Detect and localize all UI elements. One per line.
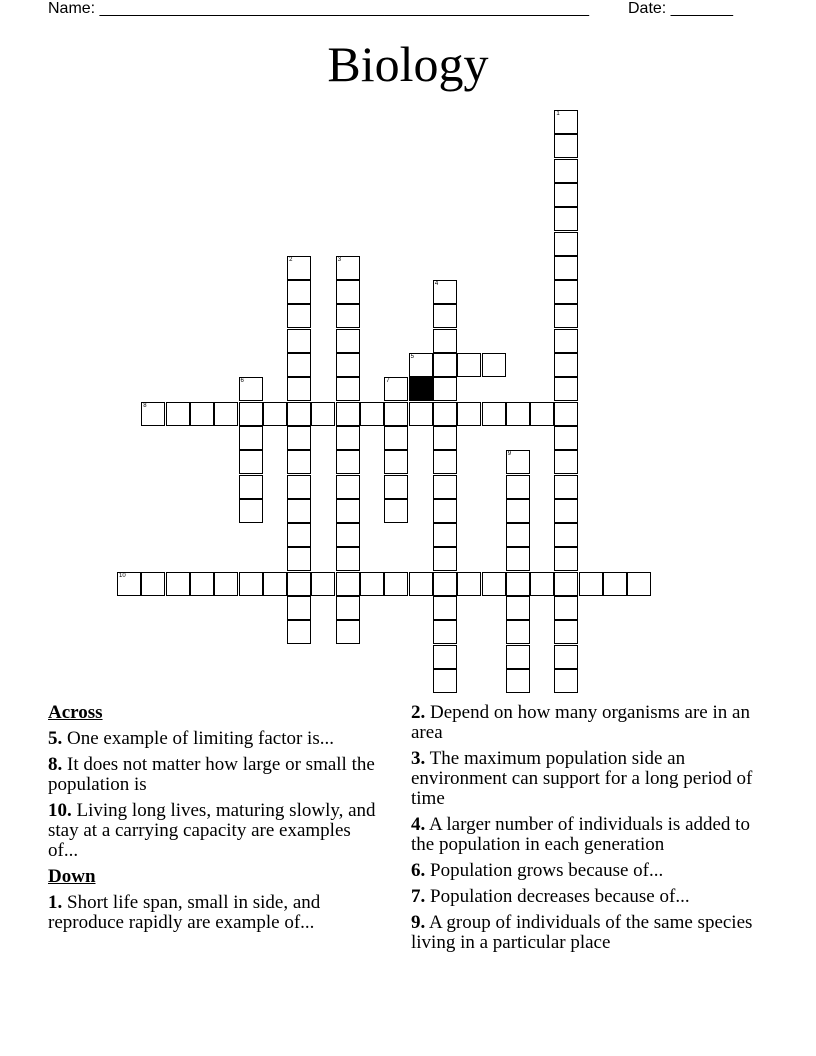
clue-down-7 <box>411 887 776 907</box>
grid-cell[interactable] <box>554 280 578 304</box>
clue-down-4 <box>411 815 776 855</box>
grid-cell[interactable] <box>554 523 578 547</box>
grid-cell[interactable] <box>433 669 457 693</box>
clue-across-10 <box>48 801 383 861</box>
grid-cell[interactable] <box>287 280 311 304</box>
clue-text: One example of limiting factor is... <box>67 728 334 749</box>
clue-number-label: 2 <box>289 256 293 263</box>
grid-cell[interactable] <box>336 596 360 620</box>
grid-cell[interactable] <box>287 547 311 571</box>
clue-number: 2. <box>411 702 426 723</box>
grid-cell[interactable] <box>554 669 578 693</box>
grid-cell[interactable] <box>457 402 481 426</box>
date-field[interactable]: Date: _______ <box>628 0 733 17</box>
grid-cell[interactable] <box>287 353 311 377</box>
grid-cell[interactable] <box>287 475 311 499</box>
clue-text: Population grows because of... <box>430 860 664 881</box>
grid-cell[interactable] <box>287 523 311 547</box>
grid-cell[interactable] <box>214 402 238 426</box>
clue-text: A larger number of individuals is added to the population in each generation <box>411 814 750 855</box>
grid-cell[interactable] <box>433 596 457 620</box>
grid-cell[interactable] <box>336 377 360 401</box>
black-square <box>409 377 433 401</box>
clue-number: 9. <box>411 912 426 933</box>
clue-number-label: 4 <box>434 281 439 288</box>
grid-cell[interactable] <box>141 572 165 596</box>
grid-cell[interactable] <box>336 402 360 426</box>
grid-cell[interactable] <box>530 402 554 426</box>
grid-cell[interactable] <box>433 377 457 401</box>
grid-cell[interactable] <box>554 159 578 183</box>
grid-cell[interactable] <box>117 572 141 596</box>
grid-cell[interactable] <box>433 620 457 644</box>
grid-cell[interactable] <box>482 402 506 426</box>
clue-text: Living long lives, maturing slowly, and stay at a carrying capacity are examples of... <box>48 800 376 861</box>
grid-cell[interactable] <box>336 304 360 328</box>
grid-cell[interactable] <box>190 572 214 596</box>
clue-number: 7. <box>411 886 426 907</box>
grid-cell[interactable] <box>336 426 360 450</box>
grid-cell[interactable] <box>239 572 263 596</box>
grid-cell[interactable] <box>433 645 457 669</box>
grid-cell[interactable] <box>360 572 384 596</box>
grid-cell[interactable] <box>166 572 190 596</box>
grid-cell[interactable] <box>287 450 311 474</box>
grid-cell[interactable] <box>506 475 530 499</box>
across-heading: Across <box>48 702 103 723</box>
grid-cell[interactable] <box>239 499 263 523</box>
clue-across-8 <box>48 755 383 795</box>
grid-cell[interactable] <box>336 280 360 304</box>
grid-cell[interactable] <box>311 402 335 426</box>
clues-column-right <box>411 703 776 959</box>
grid-cell[interactable] <box>384 426 408 450</box>
grid-cell[interactable] <box>433 523 457 547</box>
grid-cell[interactable] <box>287 256 311 280</box>
grid-cell[interactable] <box>554 645 578 669</box>
clue-text: It does not matter how large or small the population is <box>48 754 375 795</box>
grid-cell[interactable] <box>409 572 433 596</box>
clue-number-label: 9 <box>507 451 512 458</box>
grid-cell[interactable] <box>554 183 578 207</box>
grid-cell[interactable] <box>239 426 263 450</box>
grid-cell[interactable] <box>554 329 578 353</box>
clue-number-label: 1 <box>556 111 560 117</box>
grid-cell[interactable] <box>384 572 408 596</box>
grid-cell[interactable] <box>554 377 578 401</box>
grid-cell[interactable] <box>336 256 360 280</box>
grid-cell[interactable] <box>166 402 190 426</box>
grid-cell[interactable] <box>554 256 578 280</box>
clue-number-label: 6 <box>240 378 244 385</box>
grid-cell[interactable] <box>554 232 578 256</box>
grid-cell[interactable] <box>554 304 578 328</box>
grid-cell[interactable] <box>554 596 578 620</box>
grid-cell[interactable] <box>554 499 578 523</box>
grid-cell[interactable] <box>506 645 530 669</box>
grid-cell[interactable] <box>287 329 311 353</box>
grid-cell[interactable] <box>554 426 578 450</box>
grid-cell[interactable] <box>433 475 457 499</box>
grid-cell[interactable] <box>554 572 578 596</box>
grid-cell[interactable] <box>457 353 481 377</box>
clue-text: Short life span, small in side, and reproduce rapidly are example of... <box>48 892 321 933</box>
grid-cell[interactable] <box>433 353 457 377</box>
grid-cell[interactable] <box>554 475 578 499</box>
grid-cell[interactable] <box>287 499 311 523</box>
grid-cell[interactable] <box>506 547 530 571</box>
grid-cell[interactable] <box>457 572 481 596</box>
grid-cell[interactable] <box>336 499 360 523</box>
grid-cell[interactable] <box>287 426 311 450</box>
clue-number-label: 3 <box>337 256 342 263</box>
grid-cell[interactable] <box>506 620 530 644</box>
grid-cell[interactable] <box>263 572 287 596</box>
grid-cell[interactable] <box>287 377 311 401</box>
clue-text: Population decreases because of... <box>430 886 690 907</box>
clue-across-5 <box>48 729 383 749</box>
clue-number-label: 10 <box>119 572 126 579</box>
grid-cell[interactable] <box>506 499 530 523</box>
grid-cell[interactable] <box>530 572 554 596</box>
name-field[interactable]: Name: _______________________________________________________ <box>48 0 589 17</box>
grid-cell[interactable] <box>287 402 311 426</box>
grid-cell[interactable] <box>433 304 457 328</box>
grid-cell[interactable] <box>603 572 627 596</box>
grid-cell[interactable] <box>482 572 506 596</box>
grid-cell[interactable] <box>190 402 214 426</box>
grid-cell[interactable] <box>287 304 311 328</box>
grid-cell[interactable] <box>579 572 603 596</box>
clue-number: 1. <box>48 892 63 913</box>
grid-cell[interactable] <box>554 547 578 571</box>
grid-cell[interactable] <box>287 572 311 596</box>
grid-cell[interactable] <box>336 547 360 571</box>
grid-cell[interactable] <box>141 402 165 426</box>
grid-cell[interactable] <box>506 572 530 596</box>
clue-text: A group of individuals of the same species living in a particular place <box>411 912 753 953</box>
grid-cell[interactable] <box>482 353 506 377</box>
grid-cell[interactable] <box>384 450 408 474</box>
grid-cell[interactable] <box>433 280 457 304</box>
grid-cell[interactable] <box>263 402 287 426</box>
grid-cell[interactable] <box>627 572 651 596</box>
clue-number-label: 8 <box>143 402 147 409</box>
clue-number-label: 5 <box>410 354 414 360</box>
grid-cell[interactable] <box>214 572 238 596</box>
grid-cell[interactable] <box>506 450 530 474</box>
grid-cell[interactable] <box>554 353 578 377</box>
grid-cell[interactable] <box>336 572 360 596</box>
clue-number-label: 7 <box>386 378 390 385</box>
grid-cell[interactable] <box>506 596 530 620</box>
clue-down-6 <box>411 861 776 881</box>
clue-number: 5. <box>48 728 63 749</box>
grid-cell[interactable] <box>433 499 457 523</box>
grid-cell[interactable] <box>384 499 408 523</box>
grid-cell[interactable] <box>239 475 263 499</box>
clues-column-left <box>48 703 383 939</box>
grid-cell[interactable] <box>554 110 578 134</box>
grid-cell[interactable] <box>384 475 408 499</box>
grid-cell[interactable] <box>287 596 311 620</box>
grid-cell[interactable] <box>336 450 360 474</box>
grid-cell[interactable] <box>433 426 457 450</box>
grid-cell[interactable] <box>554 134 578 158</box>
clue-number: 6. <box>411 860 426 881</box>
grid-cell[interactable] <box>287 620 311 644</box>
grid-cell[interactable] <box>239 450 263 474</box>
clue-down-2 <box>411 703 776 743</box>
grid-cell[interactable] <box>554 402 578 426</box>
grid-cell[interactable] <box>433 402 457 426</box>
clue-number: 3. <box>411 748 426 769</box>
grid-cell[interactable] <box>409 402 433 426</box>
clue-down-3 <box>411 749 776 809</box>
grid-cell[interactable] <box>433 547 457 571</box>
grid-cell[interactable] <box>506 669 530 693</box>
grid-cell[interactable] <box>239 402 263 426</box>
grid-cell[interactable] <box>239 377 263 401</box>
grid-cell[interactable] <box>433 329 457 353</box>
grid-cell[interactable] <box>409 353 433 377</box>
grid-cell[interactable] <box>554 620 578 644</box>
grid-cell[interactable] <box>384 402 408 426</box>
grid-cell[interactable] <box>311 572 335 596</box>
grid-cell[interactable] <box>336 475 360 499</box>
clue-down-1 <box>48 893 383 933</box>
grid-cell[interactable] <box>433 450 457 474</box>
grid-cell[interactable] <box>506 523 530 547</box>
grid-cell[interactable] <box>360 402 384 426</box>
grid-cell[interactable] <box>336 329 360 353</box>
grid-cell[interactable] <box>336 523 360 547</box>
clue-text: The maximum population side an environment can support for a long period of time <box>411 748 753 809</box>
grid-cell[interactable] <box>554 450 578 474</box>
grid-cell[interactable] <box>384 377 408 401</box>
grid-cell[interactable] <box>336 353 360 377</box>
clue-number: 10. <box>48 800 72 821</box>
page-title: Biology <box>327 36 489 92</box>
grid-cell[interactable] <box>506 402 530 426</box>
grid-cell[interactable] <box>336 620 360 644</box>
down-heading: Down <box>48 866 96 887</box>
grid-cell[interactable] <box>554 207 578 231</box>
clue-number: 4. <box>411 814 426 835</box>
clue-text: Depend on how many organisms are in an area <box>411 702 750 743</box>
clue-number: 8. <box>48 754 63 775</box>
grid-cell[interactable] <box>433 572 457 596</box>
clue-down-9 <box>411 913 776 953</box>
